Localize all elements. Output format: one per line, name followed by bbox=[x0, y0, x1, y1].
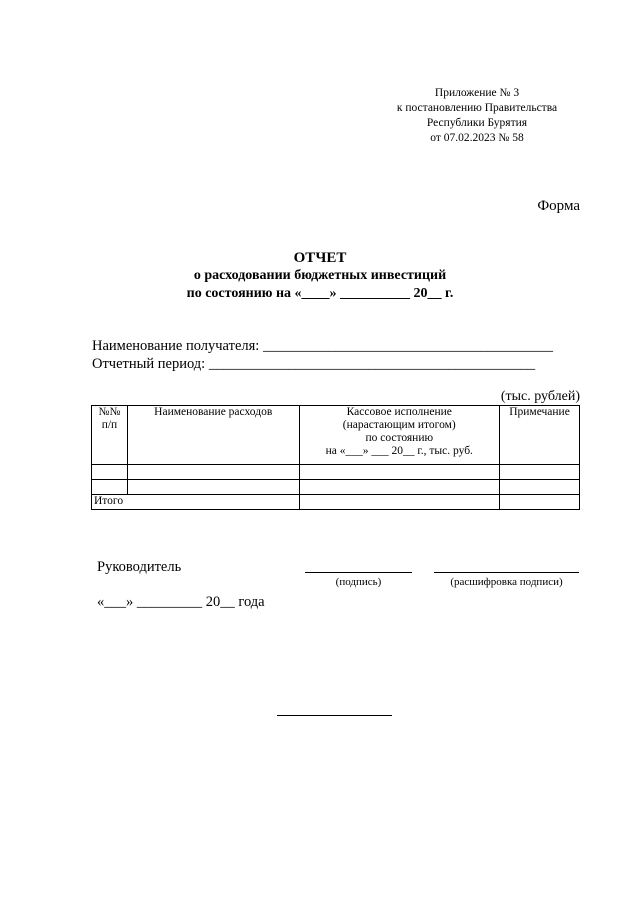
col-cash-header-line1: Кассовое исполнение bbox=[346, 406, 452, 418]
col-name-header: Наименование расходов bbox=[127, 406, 299, 465]
table-cell bbox=[299, 465, 500, 480]
footer-line bbox=[277, 715, 392, 716]
appendix-block bbox=[370, 86, 584, 146]
recipient-field: Наименование получателя: ________________________________________ bbox=[92, 338, 553, 354]
col-number-header: №№ п/п bbox=[92, 406, 128, 465]
col-note-header: Примечание bbox=[500, 406, 580, 465]
table-cell bbox=[299, 495, 500, 510]
total-row bbox=[92, 495, 580, 510]
table-cell bbox=[299, 480, 500, 495]
table-cell bbox=[127, 480, 299, 495]
report-date-line: по состоянию на «____» __________ 20__ г. bbox=[186, 286, 454, 301]
table-cell bbox=[127, 465, 299, 480]
form-label: Форма bbox=[537, 198, 580, 214]
table-cell bbox=[500, 465, 580, 480]
col-cash-header bbox=[299, 406, 500, 465]
units-label: (тыс. рублей) bbox=[500, 389, 580, 404]
appendix-line-1: Приложение № 3 bbox=[434, 87, 520, 99]
col-cash-header-line4: на «___» ___ 20__ г., тыс. руб. bbox=[325, 445, 473, 457]
signature-caption: (подпись) bbox=[335, 576, 382, 588]
table-cell bbox=[92, 465, 128, 480]
table-row bbox=[92, 465, 580, 480]
period-field: Отчетный период: _____________________________________________ bbox=[92, 356, 536, 372]
head-label: Руководитель bbox=[97, 559, 182, 575]
table-row bbox=[92, 480, 580, 495]
appendix-line-3: Республики Бурятия bbox=[426, 117, 528, 129]
total-label: Итого bbox=[92, 495, 300, 510]
table-cell bbox=[500, 495, 580, 510]
col-cash-header-line3: по состоянию bbox=[365, 432, 434, 444]
report-table bbox=[91, 405, 580, 510]
signature-decode-line bbox=[434, 572, 579, 573]
signature-line bbox=[305, 572, 412, 573]
col-cash-header-line2: (нарастающим итогом) bbox=[342, 419, 456, 431]
table-cell bbox=[500, 480, 580, 495]
table-header-row bbox=[92, 406, 580, 465]
appendix-line-4: от 07.02.2023 № 58 bbox=[430, 132, 524, 144]
date-line: «___» _________ 20__ года bbox=[97, 594, 265, 610]
table-cell bbox=[92, 480, 128, 495]
signature-decode-caption: (расшифровка подписи) bbox=[450, 576, 563, 588]
report-title: ОТЧЕТ bbox=[293, 250, 347, 266]
appendix-line-2: к постановлению Правительства bbox=[396, 102, 558, 114]
report-subtitle: о расходовании бюджетных инвестиций bbox=[193, 268, 447, 283]
